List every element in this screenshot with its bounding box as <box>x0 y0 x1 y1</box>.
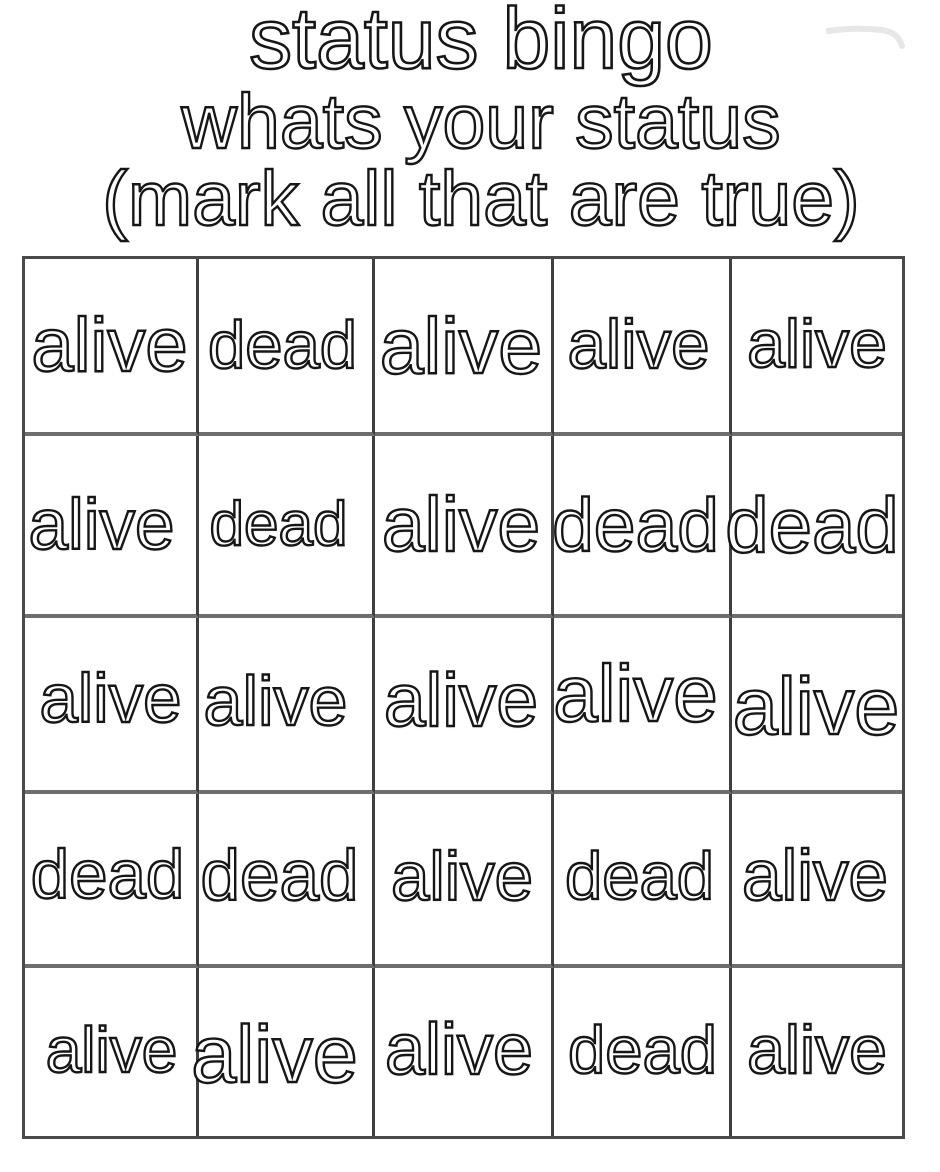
bingo-cell-r1c3[interactable] <box>375 259 554 436</box>
bingo-cell-r2c4[interactable] <box>554 436 732 618</box>
bingo-cell-r4c3[interactable] <box>375 794 554 968</box>
bingo-cell-r4c1[interactable] <box>25 794 199 968</box>
bingo-cell-r2c5[interactable] <box>725 436 902 618</box>
bingo-cell-r2c2[interactable] <box>199 436 375 618</box>
cell-label: dead <box>725 481 899 569</box>
bingo-cell-r3c5[interactable] <box>732 618 902 794</box>
cell-label: alive <box>747 305 887 382</box>
bingo-cell-r1c1[interactable] <box>25 259 199 436</box>
cell-label: alive <box>732 661 900 752</box>
cell-label: alive <box>741 836 889 916</box>
title-line-1: status bingo <box>249 0 713 87</box>
title-line-2: whats your status <box>181 79 781 165</box>
cell-label: dead <box>552 482 719 567</box>
cell-label: alive <box>383 657 539 742</box>
bingo-cell-r3c2[interactable] <box>199 618 375 794</box>
bingo-grid <box>22 256 905 1139</box>
bingo-cell-r5c5[interactable] <box>732 968 902 1136</box>
bingo-cell-r3c4[interactable] <box>554 618 732 794</box>
cell-label: alive <box>747 1012 887 1088</box>
bingo-cell-r5c3[interactable] <box>375 968 554 1136</box>
cell-label: alive <box>31 302 188 388</box>
cell-label: dead <box>200 836 359 916</box>
bingo-cell-r2c1[interactable] <box>25 436 199 618</box>
cell-label: dead <box>30 835 185 913</box>
bingo-cell-r4c5[interactable] <box>732 794 902 968</box>
bingo-cell-r5c4[interactable] <box>554 968 732 1136</box>
cell-label: alive <box>379 301 543 390</box>
bingo-cell-r1c5[interactable] <box>732 259 902 436</box>
bingo-cell-r1c2[interactable] <box>199 259 375 436</box>
bingo-cell-r2c3[interactable] <box>375 436 554 618</box>
card-title <box>0 0 940 242</box>
cell-label: alive <box>391 837 533 915</box>
cell-label: alive <box>28 485 175 565</box>
cell-label: alive <box>39 659 182 737</box>
cell-label: alive <box>203 662 348 740</box>
bingo-cell-r3c1[interactable] <box>25 618 199 794</box>
cell-label: alive <box>45 1014 178 1086</box>
bingo-cell-r4c4[interactable] <box>554 794 732 968</box>
cell-label: alive <box>191 1009 358 1100</box>
cell-label: dead <box>567 1012 718 1088</box>
cell-label: alive <box>384 1010 534 1090</box>
bingo-cell-r5c2[interactable] <box>191 968 375 1136</box>
cell-label: dead <box>207 308 358 383</box>
bingo-cell-r3c3[interactable] <box>375 618 554 794</box>
cell-label: alive <box>553 649 718 738</box>
bingo-cell-r4c2[interactable] <box>199 794 375 968</box>
cell-label: alive <box>567 306 710 383</box>
cell-label: dead <box>209 490 348 559</box>
bingo-cell-r1c4[interactable] <box>554 259 732 436</box>
bingo-cell-r5c1[interactable] <box>25 968 199 1136</box>
cell-label: alive <box>381 481 541 568</box>
cell-label: dead <box>564 838 715 914</box>
title-line-3: (mark all that are true) <box>102 156 860 242</box>
